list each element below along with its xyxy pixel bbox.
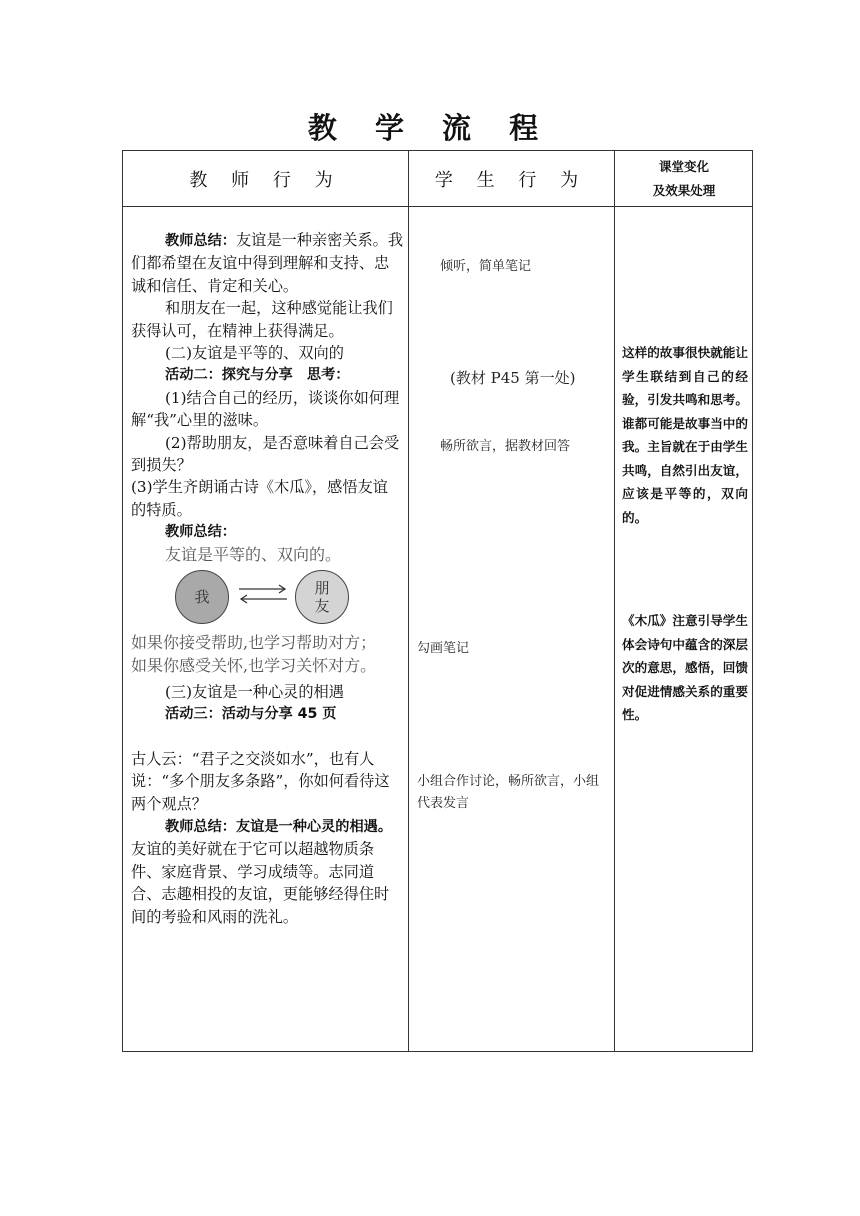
section-heading-3: (三)友谊是一种心灵的相遇 (165, 682, 344, 701)
teacher-summary-3-text: 友谊的美好就在于它可以超越物质条件、家庭背景、学习成绩等。志同道合、志趣相投的友谊，更能够经得住时间的考验和风雨的洗礼。 (131, 840, 390, 926)
question-2: (2)帮助朋友，是否意味着自己会受到损失？ (131, 433, 400, 475)
activity-2-heading: 活动二：探究与分享 思考： (165, 367, 350, 384)
header-divider (123, 206, 752, 207)
student-action-2: (教材 P45 第一处) (450, 369, 576, 387)
diagram-caption: 友谊是平等的、双向的。 (165, 544, 342, 564)
diagram-line-1: 如果你接受帮助,也学习帮助对方； (131, 633, 377, 653)
teacher-summary-label: 教师总结： (165, 233, 236, 249)
teacher-summary-1 (131, 229, 403, 297)
question-1: (1)结合自己的经历，谈谈你如何理解“我”心里的滋味。 (131, 388, 400, 430)
student-action-4: 勾画笔记 (417, 641, 470, 656)
teacher-summary-3 (131, 815, 403, 928)
column-divider (614, 151, 615, 1051)
teacher-summary-text: 友谊是一种亲密关系。我们都希望在友谊中得到理解和支持、忠诚和信任、肯定和关心。 (131, 231, 404, 295)
circle-me: 我 (175, 570, 229, 624)
header-change-line2: 及效果处理 (652, 182, 716, 198)
header-teacher: 教 师 行 为 (189, 169, 342, 191)
student-action-5: 小组合作讨论，畅所欲言，小组代表发言 (417, 774, 600, 811)
remark-2: 《木瓜》注意引导学生体会诗句中蕴含的深层次的意思，感悟，回馈对促进情感关系的重要性。 (622, 613, 748, 722)
student-action-1: 倾听，简单笔记 (440, 259, 532, 274)
remark-1: 这样的故事很快就能让学生联结到自己的经验，引发共鸣和思考。谁都可能是故事当中的我。主旨就在于由学生共鸣，自然引出友谊，应该是平等的，双向的。 (622, 345, 748, 525)
circle-friend-char-1: 朋 (314, 579, 330, 598)
teacher-column (131, 229, 403, 928)
diagram-line-2: 如果你感受关怀,也学习关怀对方。 (131, 655, 377, 675)
discussion-question: 古人云：“君子之交淡如水”，也有人说：“多个朋友多条路”，你如何看待这两个观点？ (131, 749, 390, 813)
lesson-flow-table (122, 150, 753, 1052)
two-way-arrows-icon (235, 582, 291, 606)
question-3: (3)学生齐朗诵古诗《木瓜》，感悟友谊的特质。 (131, 478, 388, 519)
student-action-3: 畅所欲言，据教材回答 (440, 439, 571, 454)
circle-friend-char-2: 友 (314, 597, 330, 616)
activity-3-heading: 活动三：活动与分享 45 页 (165, 706, 337, 723)
teacher-summary-label-2: 教师总结： (165, 524, 236, 541)
page-title: 教 学 流 程 (307, 111, 553, 145)
header-classroom-change (614, 151, 754, 206)
header-change-line1: 课堂变化 (658, 158, 709, 174)
circle-friend (295, 570, 349, 624)
friendship-diagram (131, 568, 403, 626)
teacher-paragraph: 和朋友在一起，这种感觉能让我们获得认可，在精神上获得满足。 (131, 299, 393, 340)
column-divider (408, 151, 409, 1051)
circle-friend-text (314, 579, 329, 615)
section-heading-2: (二)友谊是平等的、双向的 (165, 344, 344, 363)
header-student: 学 生 行 为 (434, 169, 588, 191)
teacher-summary-3-label: 教师总结：友谊是一种心灵的相遇。 (165, 818, 393, 835)
